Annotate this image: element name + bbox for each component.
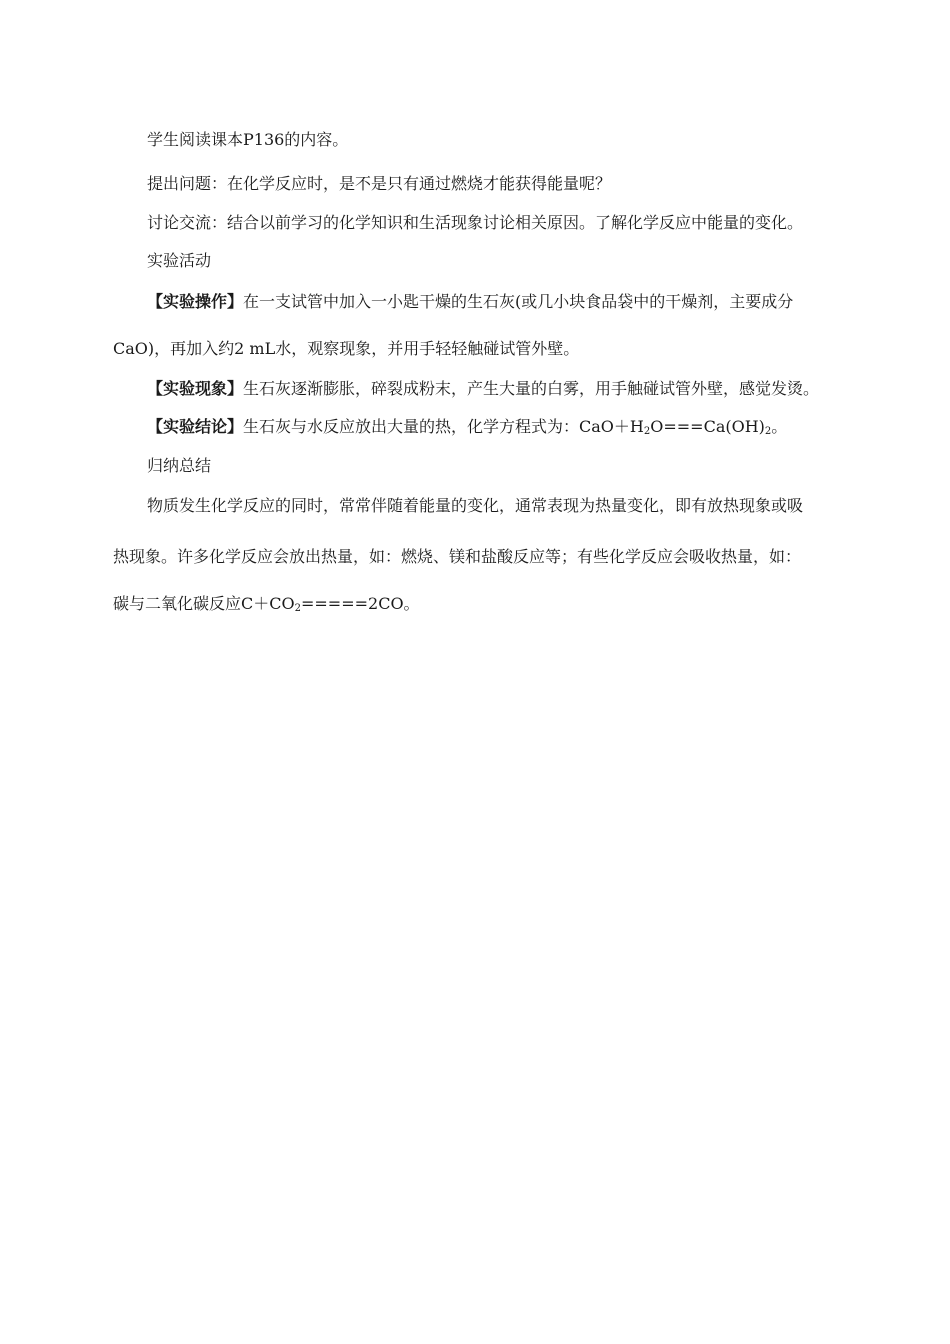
subscript: 2 xyxy=(294,603,301,614)
conclusion-end: 。 xyxy=(771,417,788,436)
section-heading-summary: 归纳总结 xyxy=(147,456,212,475)
conclusion-label: 【实验结论】 xyxy=(147,417,244,436)
summary-line-3 xyxy=(113,594,420,614)
operation-label: 【实验操作】 xyxy=(147,292,244,311)
conclusion-text: 生石灰与水反应放出大量的热，化学方程式为：CaO＋H xyxy=(243,417,644,436)
subscript: 2 xyxy=(643,426,651,437)
operation-text: 在一支试管中加入一小匙干燥的生石灰(或几小块食品袋中的干燥剂，主要成分 xyxy=(243,292,794,311)
phenomenon-label: 【实验现象】 xyxy=(147,379,244,398)
experiment-conclusion xyxy=(147,417,787,437)
conclusion-formula: O===Ca(OH) xyxy=(650,417,765,436)
summary-equation: =====2CO。 xyxy=(300,594,420,613)
summary-text: 碳与二氧化碳反应C＋CO xyxy=(113,594,295,613)
reading-instruction: 学生阅读课本P136的内容。 xyxy=(147,130,349,149)
summary-line-1: 物质发生化学反应的同时，常常伴随着能量的变化，通常表现为热量变化，即有放热现象或吸 xyxy=(147,496,804,515)
subscript: 2 xyxy=(764,426,772,437)
experiment-phenomenon xyxy=(147,379,819,399)
experiment-operation-continued: CaO)，再加入约2 mL水，观察现象，并用手轻轻触碰试管外壁。 xyxy=(113,339,580,358)
phenomenon-text: 生石灰逐渐膨胀，碎裂成粉末，产生大量的白雾，用手触碰试管外壁，感觉发烫。 xyxy=(243,379,820,398)
discussion-paragraph: 讨论交流：结合以前学习的化学知识和生活现象讨论相关原因。了解化学反应中能量的变化。 xyxy=(147,213,804,232)
experiment-operation xyxy=(147,292,793,312)
summary-line-2: 热现象。许多化学反应会放出热量，如：燃烧、镁和盐酸反应等；有些化学反应会吸收热量，如： xyxy=(113,547,802,566)
section-heading-experiment: 实验活动 xyxy=(147,251,212,270)
question-paragraph: 提出问题：在化学反应时，是不是只有通过燃烧才能获得能量呢？ xyxy=(147,174,612,193)
